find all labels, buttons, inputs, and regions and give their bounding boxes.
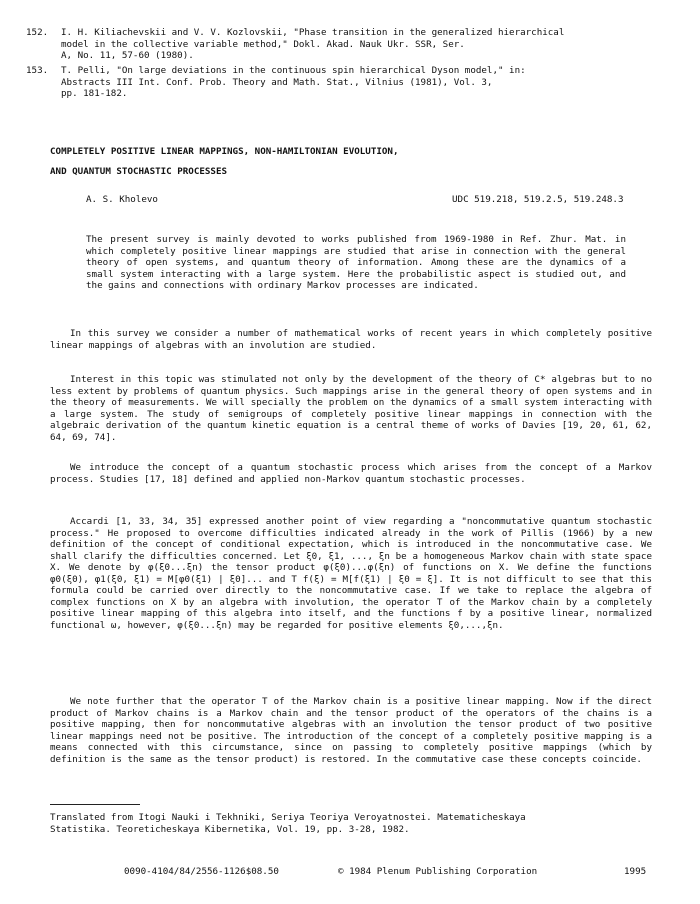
udc-code: UDC 519.218, 519.2.5, 519.248.3 bbox=[452, 194, 624, 205]
reference-line: Abstracts III Int. Conf. Prob. Theory and Math. Stat., Vilnius (1981), Vol. 3, bbox=[61, 76, 493, 88]
footnote-line-1: Translated from Itogi Nauki i Tekhniki, Seriya Teoriya Veroyatnostei. Matematicheskaya bbox=[50, 812, 526, 823]
reference-153 bbox=[26, 65, 676, 101]
author-name: A. S. Kholevo bbox=[86, 194, 158, 205]
footer-copyright: © 1984 Plenum Publishing Corporation bbox=[338, 866, 538, 877]
body-paragraph: We note further that the operator T of the Markov chain is a positive linear mapping. Now if the direct product of Markov chains is a Markov chain and the tensor product of the operators of the chains is a positive mapping, then for noncommutative algebras with an involution the tensor product of two positive linear mappings need not be positive. The introduction of the concept of a completely positive mapping is a means connected with this circumstance, since on passing to completely positive mappings (which by definition is the same as the tensor product) is restored. In the commutative case these concepts coincide. bbox=[50, 696, 652, 765]
page-number: 1995 bbox=[624, 866, 647, 877]
reference-line: T. Pelli, "On large deviations in the continuous spin hierarchical Dyson model," in: bbox=[61, 65, 526, 76]
reference-line: model in the collective variable method," Dokl. Akad. Nauk Ukr. SSR, Ser. bbox=[61, 38, 465, 50]
body-paragraph: In this survey we consider a number of mathematical works of recent years in which completely positive linear mappings of algebras with an involution are studied. bbox=[50, 328, 652, 351]
footnote-line-2: Statistika. Teoreticheskaya Kibernetika, Vol. 19, pp. 3-28, 1982. bbox=[50, 824, 410, 835]
reference-line: A, No. 11, 57-60 (1980). bbox=[61, 50, 194, 61]
reference-line: I. H. Kiliachevskii and V. V. Kozlovskii, "Phase transition in the generalized hierarchical bbox=[61, 27, 565, 38]
abstract: The present survey is mainly devoted to works published from 1969-1980 in Ref. Zhur. Mat. in which completely positive linear mappings are studied that arise in connection with the general theory of open systems, and quantum theory of information. Among these are the dynamics of a small system interacting with a large system. Here the probabilistic aspect is studied out, and the gains and connections with ordinary Markov processes are indicated. bbox=[86, 234, 626, 291]
footnote-rule bbox=[50, 804, 140, 805]
article-title-line-2: AND QUANTUM STOCHASTIC PROCESSES bbox=[50, 166, 228, 177]
body-paragraph: We introduce the concept of a quantum stochastic process which arises from the concept of a Markov process. Studies [17, 18] defined and applied non-Markov quantum stochastic processes. bbox=[50, 462, 652, 485]
article-title-line-1: COMPLETELY POSITIVE LINEAR MAPPINGS, NON-HAMILTONIAN EVOLUTION, bbox=[50, 146, 399, 157]
reference-number: 153. bbox=[26, 65, 49, 76]
footer-code: 0090-4104/84/2556-1126$08.50 bbox=[124, 866, 279, 877]
reference-number: 152. bbox=[26, 27, 49, 38]
reference-152 bbox=[26, 27, 676, 63]
body-paragraph: Interest in this topic was stimulated not only by the development of the theory of C* algebras but to no less extent by problems of quantum physics. Such mappings arise in the general theory of open systems and in the theory of measurements. We will specially the problem on the dynamics of a small system interacting with a large system. The study of semigroups of completely positive linear mappings in connection with the algebraic derivation of the quantum kinetic equation is a central theme of works of Davies [19, 20, 61, 62, 64, 69, 74]. bbox=[50, 374, 652, 443]
body-paragraph: Accardi [1, 33, 34, 35] expressed another point of view regarding a "noncommutative quantum stochastic process." He proposed to overcome difficulties indicated already in the work of Pillis (1966) by a new definition of the concept of conditional expectation, which is introduced in the noncommutative case. We shall clarify the difficulties concerned. Let ξ0, ξ1, ..., ξn be a homogeneous Markov chain with state space X. We denote by φ(ξ0...ξn) the tensor product φ(ξ0)...φ(ξn) of functions on X. We define the functions φ0(ξ0), φ1(ξ0, ξ1) = M[φ0(ξ1) | ξ0]... and T f(ξ) = M[f(ξ1) | ξ0 = ξ]. It is not difficult to see that this formula could be carried over directly to the noncommutative case. If we take to replace the algebra of complex functions on X by an algebra with involution, the operator T of the Markov chain by a completely positive linear mapping of this algebra into itself, and the functions f by a positive linear, normalized functional ω, however, φ(ξ0...ξn) may be regarded for positive elements ξ0,...,ξn. bbox=[50, 516, 652, 631]
reference-line: pp. 181-182. bbox=[61, 88, 128, 99]
reference-text bbox=[61, 65, 526, 100]
reference-text bbox=[61, 27, 564, 62]
